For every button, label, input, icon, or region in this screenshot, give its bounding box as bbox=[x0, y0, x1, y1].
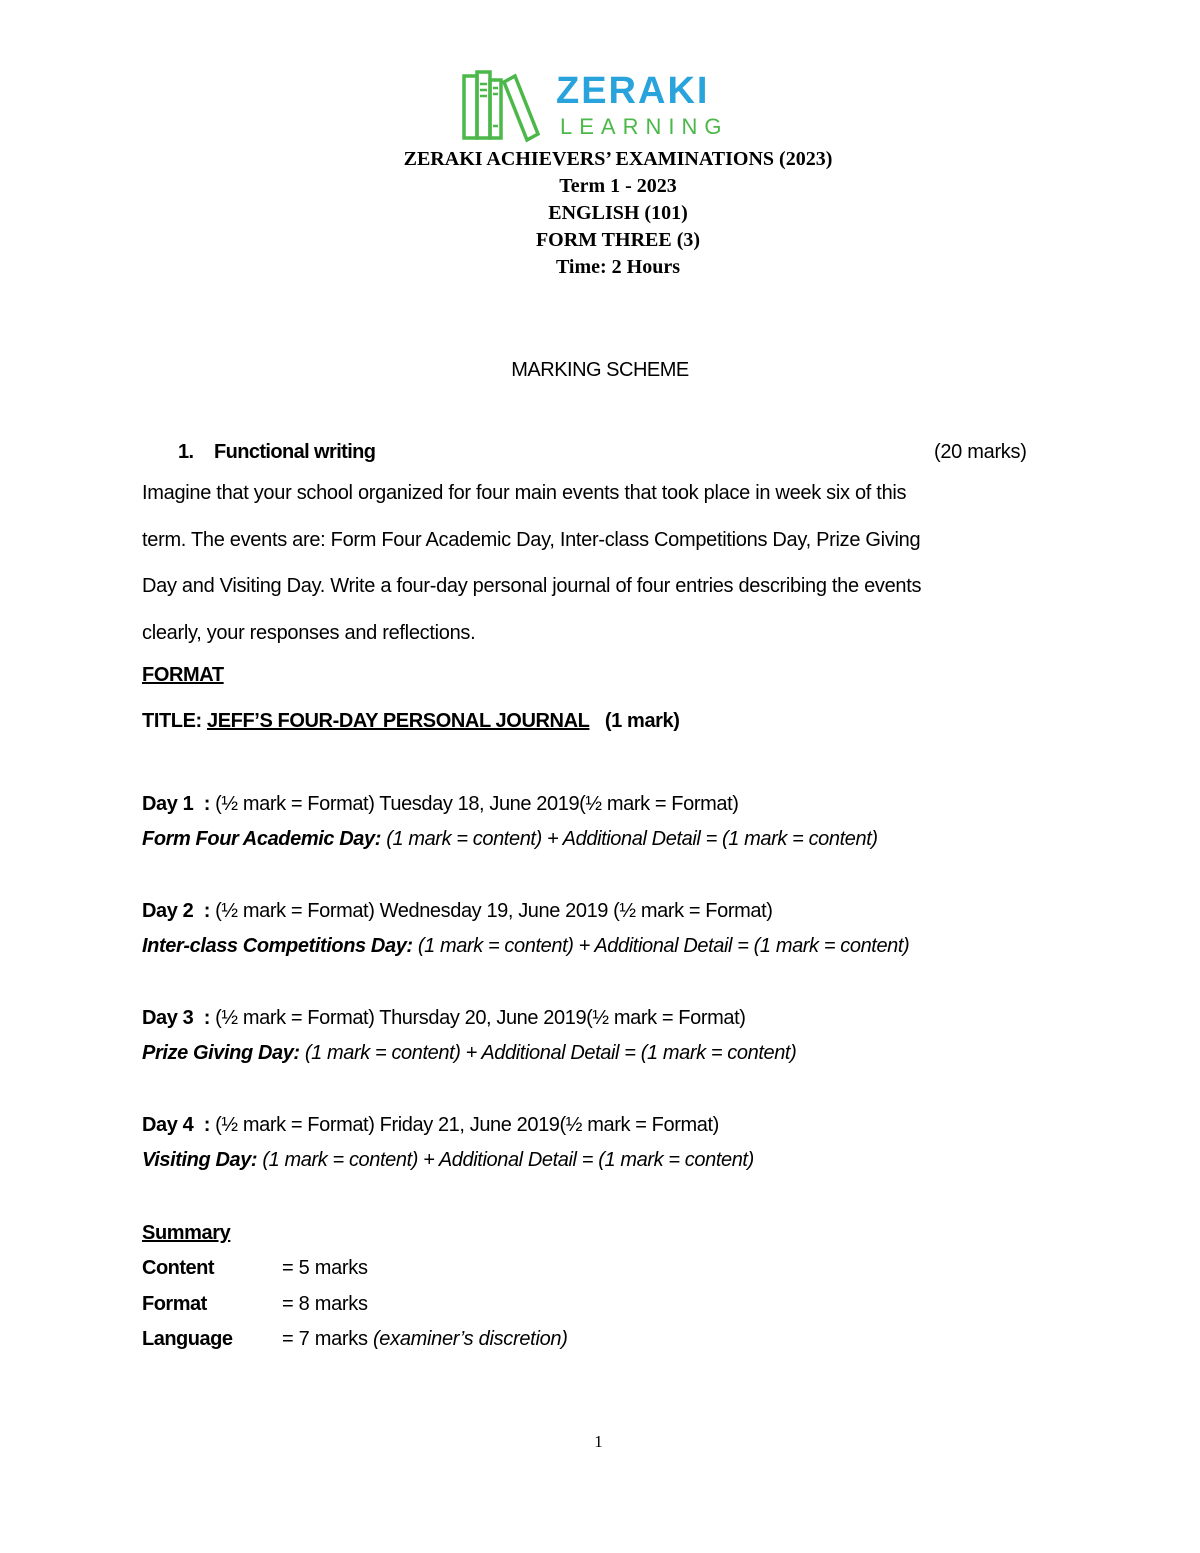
summary-note: (examiner’s discretion) bbox=[372, 1328, 568, 1350]
journal-title-line bbox=[142, 710, 680, 733]
day-event-line bbox=[142, 1149, 754, 1172]
marking-scheme-title: MARKING SCHEME bbox=[511, 359, 689, 381]
exam-time: Time: 2 Hours bbox=[555, 256, 681, 278]
day-event-line bbox=[142, 1042, 796, 1065]
exam-subject: ENGLISH (101) bbox=[548, 202, 688, 224]
summary-label: Format bbox=[142, 1293, 207, 1315]
logo-subtitle: LEARNING bbox=[560, 114, 729, 139]
day-format-line bbox=[142, 900, 773, 923]
logo-brand: ZERAKI bbox=[556, 70, 710, 112]
exam-title: ZERAKI ACHIEVERS’ EXAMINATIONS (2023) bbox=[403, 148, 833, 170]
day-detail: (1 mark = content) + Additional Detail = (1 mark = content) bbox=[417, 935, 910, 957]
title-mark: (1 mark) bbox=[604, 710, 680, 732]
day-label: Day 3 bbox=[142, 1007, 194, 1029]
books-icon bbox=[460, 70, 550, 144]
day-format-text: (½ mark = Format) Thursday 20, June 2019(½ mark = Format) bbox=[215, 1007, 746, 1029]
day-detail: (1 mark = content) + Additional Detail = (1 mark = content) bbox=[304, 1042, 797, 1064]
exam-header bbox=[0, 146, 1200, 281]
day-colon: : bbox=[203, 900, 210, 922]
day-detail: (1 mark = content) + Additional Detail = (1 mark = content) bbox=[386, 828, 878, 850]
prose-line: term. The events are: Form Four Academic Day, Inter-class Competitions Day, Prize Giving bbox=[142, 528, 921, 551]
summary-value-row bbox=[282, 1328, 568, 1351]
summary-value: = 8 marks bbox=[282, 1293, 368, 1315]
page-number: 1 bbox=[594, 1432, 603, 1451]
day-label: Day 4 bbox=[142, 1114, 194, 1136]
title-label: TITLE: bbox=[142, 710, 202, 732]
format-heading: FORMAT bbox=[142, 664, 224, 686]
day-colon: : bbox=[203, 1114, 210, 1136]
question-title: Functional writing bbox=[214, 441, 376, 463]
day-event: Inter-class Competitions Day: bbox=[142, 935, 413, 957]
prose-line: Imagine that your school organized for four main events that took place in week six of this bbox=[142, 482, 907, 504]
summary-heading: Summary bbox=[142, 1222, 231, 1244]
day-event-line bbox=[142, 935, 909, 958]
day-label: Day 2 bbox=[142, 900, 194, 922]
day-format-line bbox=[142, 1114, 719, 1137]
question-marks: (20 marks) bbox=[934, 441, 1027, 463]
summary-label: Content bbox=[142, 1257, 215, 1279]
question-prose bbox=[142, 470, 1072, 656]
question-heading bbox=[178, 441, 375, 464]
day-event: Visiting Day: bbox=[142, 1149, 258, 1171]
exam-form: FORM THREE (3) bbox=[535, 229, 701, 251]
exam-term: Term 1 - 2023 bbox=[559, 175, 677, 197]
day-colon: : bbox=[203, 1007, 210, 1029]
prose-line: Day and Visiting Day. Write a four-day personal journal of four entries describing the events bbox=[142, 575, 922, 597]
summary-value: = 7 marks bbox=[282, 1328, 368, 1350]
day-format-line bbox=[142, 1007, 746, 1030]
day-format-text: (½ mark = Format) Wednesday 19, June 2019 (½ mark = Format) bbox=[215, 900, 773, 922]
day-format-text: (½ mark = Format) Friday 21, June 2019(½ mark = Format) bbox=[215, 1114, 719, 1136]
summary-value: = 5 marks bbox=[282, 1257, 368, 1279]
zeraki-logo bbox=[460, 70, 750, 144]
day-colon: : bbox=[203, 793, 210, 815]
summary-label: Language bbox=[142, 1328, 233, 1350]
day-event: Prize Giving Day: bbox=[142, 1042, 300, 1064]
prose-line: clearly, your responses and reflections. bbox=[142, 621, 476, 644]
day-event: Form Four Academic Day: bbox=[142, 828, 382, 850]
day-event-line bbox=[142, 828, 878, 851]
day-detail: (1 mark = content) + Additional Detail = (1 mark = content) bbox=[262, 1149, 754, 1171]
day-label: Day 1 bbox=[142, 793, 194, 815]
day-format-line bbox=[142, 793, 739, 816]
title-value: JEFF’S FOUR-DAY PERSONAL JOURNAL bbox=[206, 710, 590, 732]
question-number: 1. bbox=[178, 441, 194, 463]
day-format-text: (½ mark = Format) Tuesday 18, June 2019(½ mark = Format) bbox=[215, 793, 739, 815]
